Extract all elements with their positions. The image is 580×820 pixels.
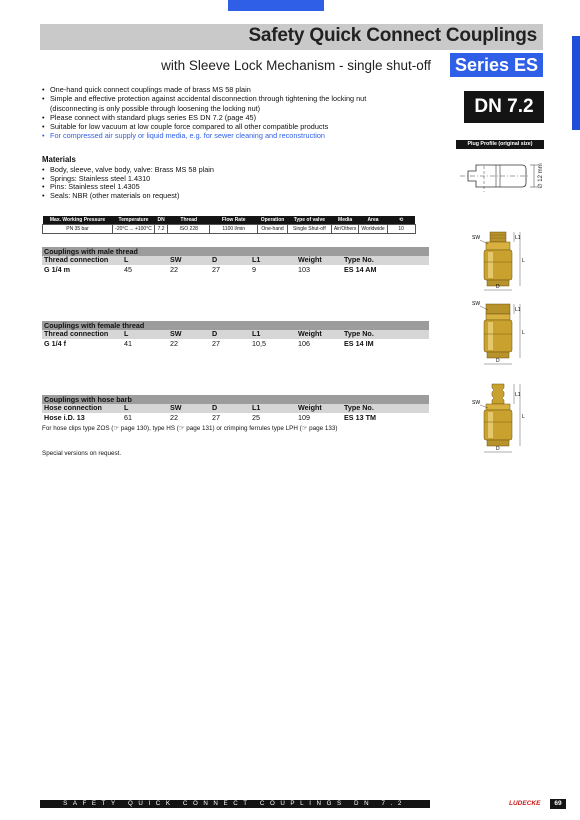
materials-block [42,156,342,201]
table-cell: G 1/4 m [44,264,70,274]
table-cell: 27 [212,412,220,422]
material-item: • Seals: NBR (other materials on request) [42,192,342,201]
spec-header: Temperature [113,216,155,224]
footer-bar: SAFETY QUICK CONNECT COUPLINGS DN 7.2 [40,800,430,808]
top-tab-marker [228,0,324,11]
subtitle-row [40,53,543,77]
table-cell: 25 [252,412,260,422]
section-hose-barb [42,395,429,433]
side-index-tab [572,36,580,130]
l-label: L [522,330,525,336]
spec-header: Max. Working Pressure [43,216,113,224]
table-cell: 106 [298,338,310,348]
column-header: L [124,255,129,264]
column-header: SW [170,255,182,264]
column-header: D [212,403,218,412]
l-label: L [522,258,525,264]
spec-header: Operation [258,216,288,224]
column-header: SW [170,329,182,338]
column-header: Weight [298,403,322,412]
table-cell: 22 [170,338,178,348]
table-cell: 41 [124,338,132,348]
table-cell: 22 [170,412,178,422]
spec-value: 10 [387,224,415,233]
section-male-thread [42,247,429,274]
material-item: • Body, sleeve, valve body, valve: Brass MS 58 plain [42,166,342,175]
sw-label: SW [472,400,481,406]
feature-item: • For compressed air supply or liquid media, e.g. for sewer cleaning and reconstruction [42,131,452,140]
section-title: Couplings with hose barb [42,395,429,404]
column-header: L1 [252,329,261,338]
column-header-row [42,404,429,413]
spec-value: One-hand [258,224,288,233]
section-title: Couplings with male thread [42,247,429,256]
column-header: Type No. [344,255,374,264]
table-cell: 103 [298,264,310,274]
table-cell: 61 [124,412,132,422]
column-header: L1 [252,255,261,264]
d-label: D [496,446,500,452]
spec-header: Type of valve [287,216,331,224]
plug-dimension-label: ∅ 12 mm [538,163,544,189]
table-cell: 45 [124,264,132,274]
column-header: Type No. [344,403,374,412]
column-header: D [212,255,218,264]
column-header: L1 [252,403,261,412]
feature-item: • Please connect with standard plugs series ES DN 7.2 (page 45) [42,113,452,122]
sw-label: SW [472,235,481,241]
feature-item: • Simple and effective protection against accidental disconnection through tightening the locking nut [42,94,452,103]
page-subtitle: with Sleeve Lock Mechanism - single shut-off [161,58,431,73]
table-cell: 109 [298,412,310,422]
page-number: 69 [550,799,566,809]
spec-value: PN 35 bar [43,224,113,233]
spec-header: Flow Rate [210,216,258,224]
cycle-icon: ⟲ [387,216,415,224]
column-header: Thread connection [44,329,109,338]
brand-logo: LUDECKE [509,800,541,807]
spec-table [42,216,416,234]
table-cell: ES 14 AM [344,264,377,274]
table-row [42,265,429,274]
spec-value-row [43,224,416,233]
hose-clip-note: For hose clips type ZOS (☞ page 130), type HS (☞ page 131) or crimping ferrules type LPH (☞ page 133) [42,424,338,432]
spec-value: 1100 l/min [210,224,258,233]
column-header-row [42,330,429,339]
page-title: Safety Quick Connect Couplings [248,25,537,46]
l-label: L [522,414,525,420]
sw-label: SW [472,301,481,307]
column-header: D [212,329,218,338]
feature-item: (disconnecting is only possible through loosening the locking nut) [50,103,261,113]
dn-badge: DN 7.2 [464,91,544,123]
column-header-row [42,256,429,265]
title-bar [40,24,543,50]
column-header: L [124,403,129,412]
hose-barb-coupling-drawing [470,382,530,456]
table-row [42,339,429,348]
table-cell: 9 [252,264,256,274]
section-female-thread [42,321,429,348]
table-cell: Hose i.D. 13 [44,412,85,422]
spec-header: DN [155,216,168,224]
spec-value: Single Shut-off [287,224,331,233]
column-header: SW [170,403,182,412]
special-versions-note: Special versions on request. [42,450,122,457]
spec-value: ISO 228 [168,224,210,233]
table-cell: 27 [212,264,220,274]
material-item: • Pins: Stainless steel 1.4305 [42,183,342,192]
column-header: Weight [298,255,322,264]
column-header: Hose connection [44,403,102,412]
plug-profile-drawing [456,152,546,204]
d-label: D [496,358,500,364]
l1-label: L1 [515,235,521,241]
plug-profile-label: Plug Profile (original size) [456,140,544,149]
column-header: L [124,329,129,338]
table-cell: 27 [212,338,220,348]
section-title: Couplings with female thread [42,321,429,330]
materials-heading: Materials [42,155,76,164]
spec-value: Air/Others [331,224,359,233]
column-header: Type No. [344,329,374,338]
table-cell: 10,5 [252,338,266,348]
column-header: Thread connection [44,255,109,264]
l1-label: L1 [515,307,521,313]
table-row [42,413,429,422]
feature-list [42,85,452,141]
l1-label: L1 [515,392,521,398]
spec-header: Media [331,216,359,224]
table-cell: ES 14 IM [344,338,374,348]
column-header: Weight [298,329,322,338]
table-cell: ES 13 TM [344,412,376,422]
spec-value: Worldwide [359,224,387,233]
series-badge: Series ES [450,53,543,77]
spec-header: Thread [168,216,210,224]
table-cell: G 1/4 f [44,338,66,348]
spec-header-row [43,216,416,224]
male-thread-coupling-drawing [470,228,530,294]
spec-value: 7.2 [155,224,168,233]
d-label: D [496,284,500,290]
feature-item: • Suitable for low vacuum at low couple force compared to all other compatible products [42,122,452,131]
spec-value: -20°C ... +100°C [113,224,155,233]
female-thread-coupling-drawing [470,298,530,368]
material-item: • Springs: Stainless steel 1.4310 [42,175,342,184]
spec-header: Area [359,216,387,224]
table-cell: 22 [170,264,178,274]
feature-item: • One-hand quick connect couplings made of brass MS 58 plain [42,85,452,94]
